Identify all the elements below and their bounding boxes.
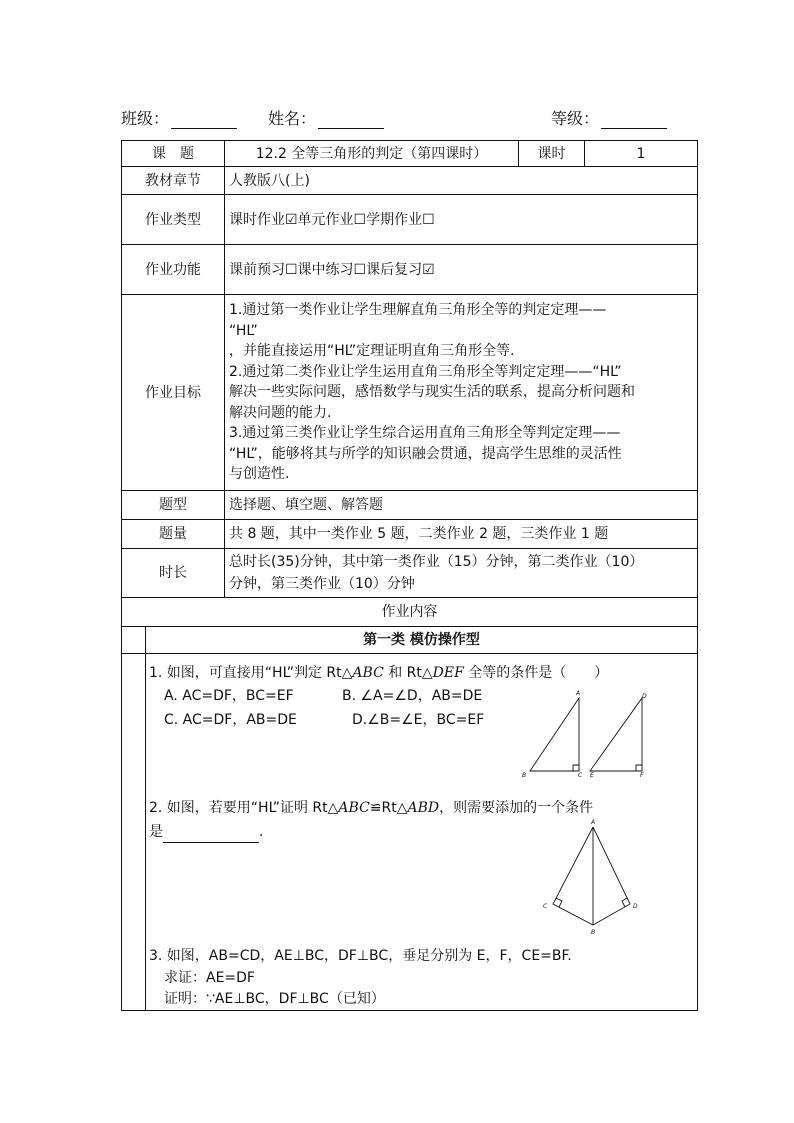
q1-triangle-def: DEF <box>432 665 464 681</box>
class-field <box>121 106 237 129</box>
q2-text: ≌Rt△ <box>369 800 408 816</box>
duration-line: 总时长(35)分钟，其中第一类作业（15）分钟，第二类作业（10） <box>229 554 644 570</box>
q1-option-c[interactable]: C. AC=DF，AB=DE <box>164 712 297 728</box>
grade-label: 等级： <box>551 109 600 128</box>
q2-text: 是 <box>149 824 163 840</box>
q2-figure <box>538 818 648 936</box>
duration-label: 时长 <box>122 549 225 598</box>
class-blank[interactable] <box>171 114 237 129</box>
topic-label: 课 题 <box>122 141 225 167</box>
fig2-label-a: A <box>591 819 596 826</box>
q3-prove: 求证：AE=DF <box>164 970 255 986</box>
question-type-value: 选择题、填空题、解答题 <box>225 491 698 520</box>
quantity-label: 题量 <box>122 520 225 549</box>
fig1-label-c: C <box>578 772 583 779</box>
name-field <box>268 106 384 129</box>
chapter-value: 人教版八(上) <box>225 167 698 195</box>
content-margin-cell <box>122 654 146 1011</box>
fig1-label-f: F <box>640 772 644 779</box>
goal-value <box>225 295 698 491</box>
fig2-label-d: D <box>633 903 638 910</box>
goal-line: 1.通过第一类作业让学生理解直角三角形全等的判定定理—— <box>229 302 607 319</box>
q1-option-b[interactable]: B. ∠A=∠D，AB=DE <box>342 688 483 704</box>
q2-triangle-abc: ABC <box>338 800 370 816</box>
goal-line: 2.通过第二类作业让学生运用直角三角形全等判定定理——“HL” <box>229 363 622 380</box>
goal-label: 作业目标 <box>122 295 225 491</box>
goal-line: “HL” <box>229 322 258 339</box>
class-label: 班级： <box>121 109 170 128</box>
fig2-label-c: C <box>543 903 548 910</box>
fig2-label-b: B <box>591 929 596 936</box>
goal-line: 解决问题的能力. <box>229 404 332 421</box>
name-label: 姓名： <box>268 109 317 128</box>
goal-line: 3.通过第三类作业让学生综合运用直角三角形全等判定定理—— <box>229 425 621 442</box>
period-value: 1 <box>585 141 698 167</box>
q1-text: 全等的条件是（ ） <box>463 665 609 681</box>
grade-field <box>551 106 667 129</box>
q1-text: 和 Rt△ <box>383 665 433 681</box>
fig1-label-e: E <box>590 772 594 779</box>
fig1-label-b: B <box>522 772 527 779</box>
function-label: 作业功能 <box>122 245 225 295</box>
goal-line: ，并能直接运用“HL”定理证明直角三角形全等. <box>229 343 515 360</box>
duration-value <box>225 549 698 598</box>
goal-line: “HL”，能够将其与所学的知识融会贯通，提高学生思维的灵活性 <box>229 445 622 462</box>
grade-blank[interactable] <box>601 114 667 129</box>
q2-text: ，则需要添加的一个条件 <box>439 800 594 816</box>
function-value: 课前预习☐课中练习☐课后复习☑ <box>225 245 698 295</box>
topic-value: 12.2 全等三角形的判定（第四课时） <box>225 141 519 167</box>
name-blank[interactable] <box>318 114 384 129</box>
q1-stem <box>149 662 608 684</box>
q1-triangle-abc: ABC <box>352 665 384 681</box>
q1-option-d[interactable]: D.∠B=∠E，BC=EF <box>352 712 485 728</box>
q2-stem <box>149 797 593 819</box>
q2-line2 <box>149 821 263 843</box>
fig1-label-d: D <box>642 693 647 700</box>
q2-answer-blank[interactable] <box>163 828 259 843</box>
q1-text: 1. 如图，可直接用“HL”判定 Rt△ <box>149 665 353 681</box>
type-value: 课时作业☑单元作业☐学期作业☐ <box>225 195 698 245</box>
duration-line: 分钟，第三类作业（10）分钟 <box>229 576 415 592</box>
quantity-value: 共 8 题，其中一类作业 5 题，二类作业 2 题，三类作业 1 题 <box>225 520 698 549</box>
chapter-label: 教材章节 <box>122 167 225 195</box>
fig1-label-a: A <box>576 690 581 697</box>
type-label: 作业类型 <box>122 195 225 245</box>
q1-figure <box>518 688 658 784</box>
q3-proof: 证明：∵AE⊥BC，DF⊥BC（已知） <box>164 991 385 1007</box>
section-margin-cell <box>122 627 146 654</box>
section-title: 第一类 模仿操作型 <box>146 627 698 654</box>
q2-text: 2. 如图，若要用“HL”证明 Rt△ <box>149 800 339 816</box>
q3-stem: 3. 如图，AB=CD，AE⊥BC，DF⊥BC，垂足分别为 E，F，CE=BF. <box>149 948 572 964</box>
q1-option-a[interactable]: A. AC=DF，BC=EF <box>164 688 294 704</box>
goal-line: 解决一些实际问题，感悟数学与现实生活的联系，提高分析问题和 <box>229 384 635 401</box>
q2-text: . <box>259 824 264 840</box>
q2-triangle-abd: ABD <box>407 800 440 816</box>
period-label: 课时 <box>519 141 585 167</box>
content-header: 作业内容 <box>122 598 698 627</box>
goal-line: 与创造性. <box>229 466 290 483</box>
question-type-label: 题型 <box>122 491 225 520</box>
